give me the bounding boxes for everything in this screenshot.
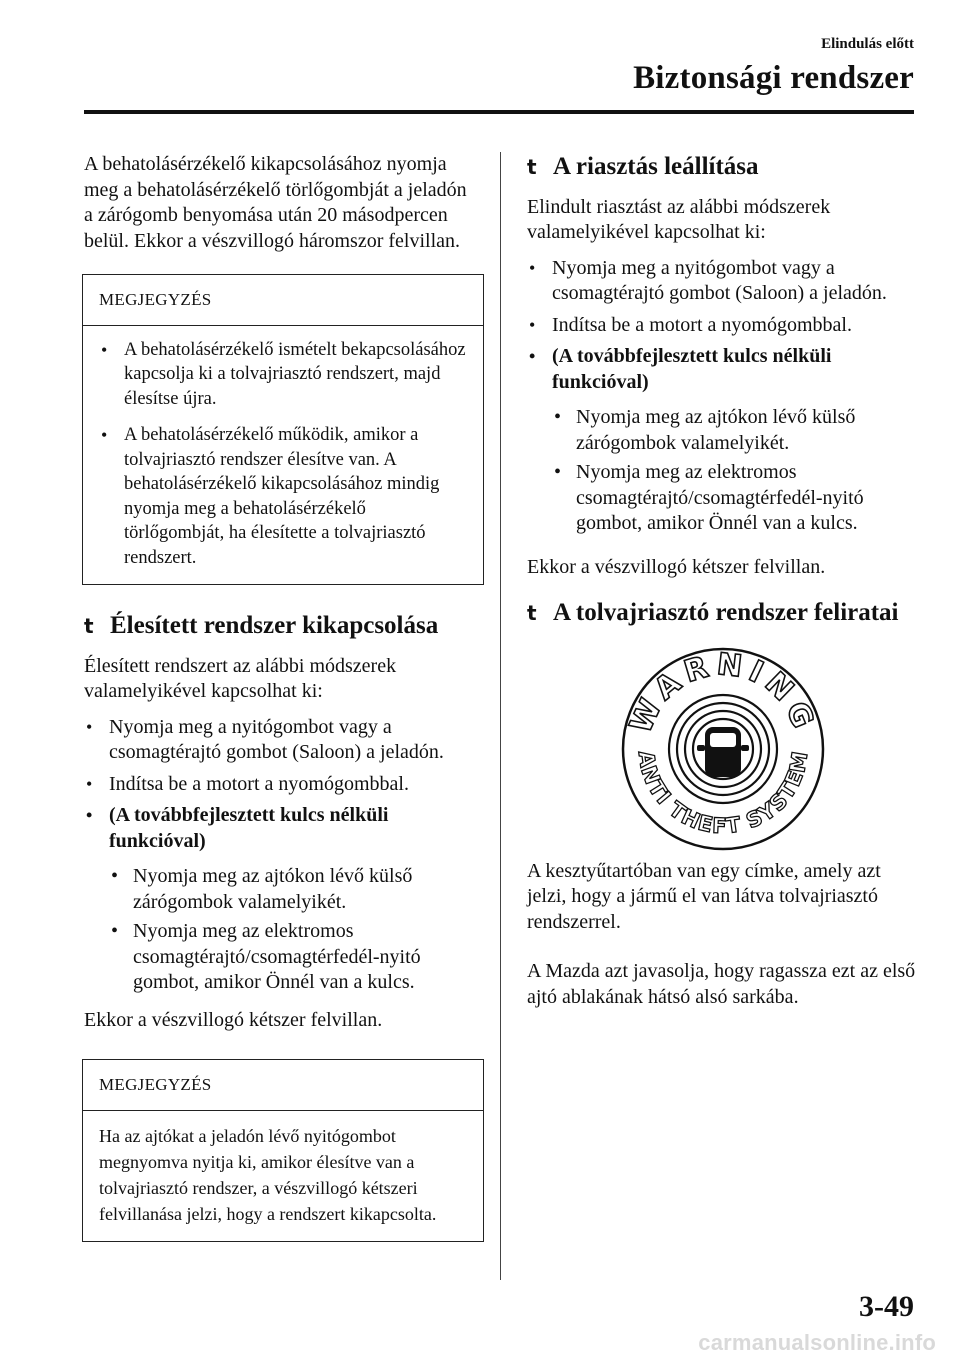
section-intro: Elindult riasztást az alábbi módszerek valamelyikével kapcsolhat ki: bbox=[527, 195, 831, 243]
list-item: • Nyomja meg a nyitógombot vagy a csomagtérajtó gombot (Saloon) a jeladón. bbox=[527, 256, 917, 307]
header-rule bbox=[84, 110, 914, 114]
page-title: Biztonsági rendszer bbox=[633, 60, 914, 96]
section-outro: Ekkor a vészvillogó kétszer felvillan. bbox=[527, 555, 826, 578]
emblem-bottom-text: ANTI THEFT SYSTEM bbox=[633, 748, 813, 838]
note-body: Ha az ajtókat a jeladón lévő nyitógombot megnyomva nyitja ki, amikor élesítve van a tolvajriasztó rendszer, a vészvillogó kétszeri felvillanása jelzi, hogy a rendszert kikapcsolta. bbox=[99, 1125, 437, 1224]
list-item: • Indítsa be a motort a nyomógombbal. bbox=[84, 772, 476, 798]
note-heading: MEGJEGYZÉS bbox=[83, 275, 483, 326]
section-title: Élesített rendszer kikapcsolása bbox=[110, 612, 439, 639]
method-list bbox=[84, 715, 476, 855]
note-body bbox=[83, 326, 483, 585]
section-title: A tolvajriasztó rendszer feliratai bbox=[553, 599, 899, 626]
section-marker-icon: t bbox=[527, 155, 537, 179]
list-item: • (A továbbfejlesztett kulcs nélküli funkcióval) bbox=[84, 803, 476, 854]
list-item: • A behatolásérzékelő ismételt bekapcsolásához kapcsolja ki a tolvajriasztó rendszert, majd élesítse újra. bbox=[99, 338, 467, 412]
emblem-top-text: WARNING bbox=[623, 646, 823, 739]
right-column bbox=[527, 152, 917, 1030]
list-item: • A behatolásérzékelő működik, amikor a tolvajriasztó rendszer élesítve van. A behatolásérzékelő kikapcsolásához mindig nyomja meg a behatolásérzékelő törlőgombját, ha élesítette a tolvajriasztó rendszert. bbox=[99, 423, 467, 570]
svg-text:WARNING bbox=[623, 646, 822, 738]
sub-method-list bbox=[109, 864, 476, 996]
header-chapter: Elindulás előtt bbox=[821, 36, 914, 52]
page-number: 3-49 bbox=[859, 1290, 914, 1323]
left-column bbox=[84, 152, 476, 1270]
column-divider bbox=[500, 152, 501, 1280]
list-item: • (A továbbfejlesztett kulcs nélküli funkcióval) bbox=[527, 344, 917, 395]
list-item: • Nyomja meg az ajtókon lévő külső zárógombok valamelyikét. bbox=[552, 405, 917, 456]
list-item: • Nyomja meg az elektromos csomagtérajtó/csomagtérfedél-nyitó gombot, amikor Önnél van a kulcs. bbox=[109, 919, 476, 996]
anti-theft-warning-emblem bbox=[615, 641, 830, 851]
note-list bbox=[99, 338, 467, 571]
watermark: carmanualsonline.info bbox=[698, 1330, 936, 1355]
note-box bbox=[82, 1059, 484, 1242]
placement-recommendation-paragraph: A Mazda azt javasolja, hogy ragassza ezt az első ajtó ablakának hátsó alsó sarkába. bbox=[527, 960, 916, 1008]
section-heading bbox=[84, 613, 476, 640]
section-outro: Ekkor a vészvillogó kétszer felvillan. bbox=[84, 1008, 383, 1031]
section-intro: Élesített rendszert az alábbi módszerek valamelyikével kapcsolhat ki: bbox=[84, 654, 397, 702]
note-heading: MEGJEGYZÉS bbox=[83, 1060, 483, 1111]
sub-method-list bbox=[552, 405, 917, 537]
section-heading bbox=[527, 600, 917, 627]
intro-paragraph: A behatolásérzékelő kikapcsolásához nyomja meg a behatolásérzékelő törlőgombját a jeladón a zárógomb benyomása után 20 másodpercen belül. Ekkor a vészvillogó háromszor felvillan. bbox=[84, 153, 467, 252]
list-item: • Nyomja meg az ajtókon lévő külső zárógombok valamelyikét. bbox=[109, 864, 476, 915]
label-location-paragraph: A kesztyűtartóban van egy címke, amely azt jelzi, hogy a jármű el van látva tolvajriasztó rendszerrel. bbox=[527, 859, 881, 933]
method-list bbox=[527, 256, 917, 396]
list-item: • Nyomja meg az elektromos csomagtérajtó/csomagtérfedél-nyitó gombot, amikor Önnél van a kulcs. bbox=[552, 460, 917, 537]
list-item: • Nyomja meg a nyitógombot vagy a csomagtérajtó gombot (Saloon) a jeladón. bbox=[84, 715, 476, 766]
section-heading bbox=[527, 154, 917, 181]
section-marker-icon: t bbox=[84, 614, 94, 638]
note-box bbox=[82, 274, 484, 585]
list-item: • Indítsa be a motort a nyomógombbal. bbox=[527, 313, 917, 339]
section-title: A riasztás leállítása bbox=[553, 153, 759, 180]
section-marker-icon: t bbox=[527, 601, 537, 625]
car-body bbox=[697, 727, 749, 777]
